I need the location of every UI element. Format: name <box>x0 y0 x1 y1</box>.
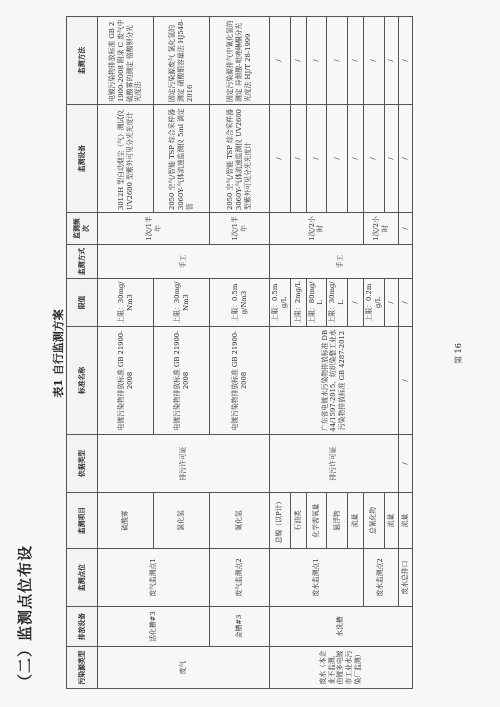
mode-cell: 手工 <box>270 245 413 279</box>
col-header: 污染源类型 <box>67 647 98 689</box>
table-row <box>270 17 291 689</box>
limit-cell: 上限：30mg/L <box>327 279 348 327</box>
limit-cell: 上限：0.2mg/L <box>363 279 384 327</box>
method-cell: / <box>347 17 363 105</box>
device-cell: / <box>347 105 363 213</box>
item-cell: 氰化氢 <box>210 493 270 549</box>
equipment-cell: 活化槽#3 <box>98 607 210 647</box>
source-type-cell: 废水（本企业不监测，由镀多电镀市工业水污染厂监测） <box>270 647 413 689</box>
limit-cell: 上限：30mg/Nm3 <box>154 279 210 327</box>
freq-cell: 1次/2小时 <box>270 213 364 245</box>
item-cell: 氯化氢 <box>154 493 210 549</box>
page-number: 第 16 <box>454 343 463 364</box>
freq-cell: 1次/1半年 <box>210 213 270 245</box>
point-cell: 废水总排口 <box>398 549 412 607</box>
device-cell: / <box>398 105 412 213</box>
item-cell: 流量 <box>347 493 363 549</box>
method-cell: / <box>270 17 291 105</box>
freq-cell: / <box>398 213 412 245</box>
item-cell: 流量 <box>384 493 398 549</box>
table-header-row <box>67 17 98 689</box>
monitoring-plan-table <box>66 16 413 689</box>
item-cell: 总氰化物 <box>363 493 384 549</box>
limit-cell: / <box>398 279 412 327</box>
method-cell: / <box>306 17 327 105</box>
device-cell: / <box>327 105 348 213</box>
basis-cell: 排污许可证 <box>98 435 270 493</box>
device-cell: / <box>270 105 291 213</box>
item-cell: 总镍（以P计） <box>270 493 291 549</box>
method-cell: / <box>290 17 306 105</box>
standard-cell: 电镀污染物排放标准 GB 21900-2008 <box>98 327 154 435</box>
table-title: 表1 自行监测方案 <box>52 309 65 398</box>
freq-cell: 1次/2小时 <box>363 213 398 245</box>
col-header: 限值 <box>67 279 98 327</box>
limit-cell: / <box>347 279 363 327</box>
table-row <box>398 17 412 689</box>
limit-cell: 上限：2mg/L <box>290 279 306 327</box>
col-header: 监测方式 <box>67 245 98 279</box>
col-header: 标准名称 <box>67 327 98 435</box>
col-header: 监测点位 <box>67 549 98 607</box>
device-cell: 2050 空气/智能 TSP 综合采样器 3060Y-气体流速监测仪 5ml 滴定管 <box>154 105 210 213</box>
point-cell: 废气监测点1 <box>98 549 210 607</box>
col-header: 排放设备 <box>67 607 98 647</box>
section-heading: （二）监测点位布设 <box>16 544 34 689</box>
col-header: 监测频次 <box>67 213 98 245</box>
point-cell: 废水监测点2 <box>363 549 398 607</box>
method-cell: / <box>327 17 348 105</box>
device-cell: 2050 空气/智能 TSP 综合采样器 3060Y-气体流速监测仪 UV2600 型紫外可见分光光度计 <box>210 105 270 213</box>
table-row <box>98 17 154 689</box>
table-row <box>210 17 270 689</box>
standard-cell: 广东省电镀水污染物排放标准 DB44/1597-2015、纺织染整工业水污染物排放标准 GB 4287-2012 <box>270 327 399 435</box>
mode-cell: 手工 <box>98 245 270 279</box>
standard-cell: 电镀污染物排放标准 GB 21900-2008 <box>154 327 210 435</box>
method-cell: 固定污染源废气 氯化氢的测定 硝酸银容量法 HJ548-2016 <box>154 17 210 105</box>
limit-cell: 上限：80mg/L <box>306 279 327 327</box>
item-cell: 硫酸雾 <box>98 493 154 549</box>
point-cell: 废水监测点1 <box>270 549 364 607</box>
col-header: 监测项目 <box>67 493 98 549</box>
method-cell: 固定污染源排气中氰化氢的测定 异烟酸-吡唑啉酮分光光度法 HJ/T 28-1999 <box>210 17 270 105</box>
limit-cell: 上限：0.5mg/L <box>270 279 291 327</box>
device-cell: / <box>290 105 306 213</box>
basis-cell: 排污许可证 <box>270 435 399 493</box>
item-cell: 化学需氧量 <box>306 493 327 549</box>
equipment-cell: 金槽#3 <box>210 607 270 647</box>
method-cell: / <box>384 17 398 105</box>
basis-cell: / <box>398 435 412 493</box>
method-cell: 电镀污染物排放标准 GB 21900-2008 附录 C 废气中硫酸雾的测定 铬酸钡分光光度法 <box>98 17 154 105</box>
item-cell: 石油类 <box>290 493 306 549</box>
point-cell: 废气监测点2 <box>210 549 270 607</box>
device-cell: / <box>306 105 327 213</box>
col-header: 监测方法 <box>67 17 98 105</box>
equipment-cell: 水洗槽 <box>270 607 413 647</box>
device-cell: / <box>384 105 398 213</box>
method-cell: / <box>363 17 384 105</box>
col-header: 监测设备 <box>67 105 98 213</box>
item-cell: 流量 <box>398 493 412 549</box>
method-cell: / <box>398 17 412 105</box>
source-type-cell: 废气 <box>98 647 270 689</box>
col-header: 依据类型 <box>67 435 98 493</box>
limit-cell: 上限：0.5mg/Nm3 <box>210 279 270 327</box>
device-cell: / <box>363 105 384 213</box>
item-cell: 悬浮物 <box>327 493 348 549</box>
freq-cell: 1次/1半年 <box>98 213 210 245</box>
standard-cell: / <box>398 327 412 435</box>
device-cell: 3012H 型自动烟尘（气）测试仪 UV2600 型紫外可见分光光度计 <box>98 105 154 213</box>
limit-cell: 上限：30mg/Nm3 <box>98 279 154 327</box>
limit-cell: / <box>384 279 398 327</box>
standard-cell: 电镀污染物排放标准 GB 21900-2008 <box>210 327 270 435</box>
